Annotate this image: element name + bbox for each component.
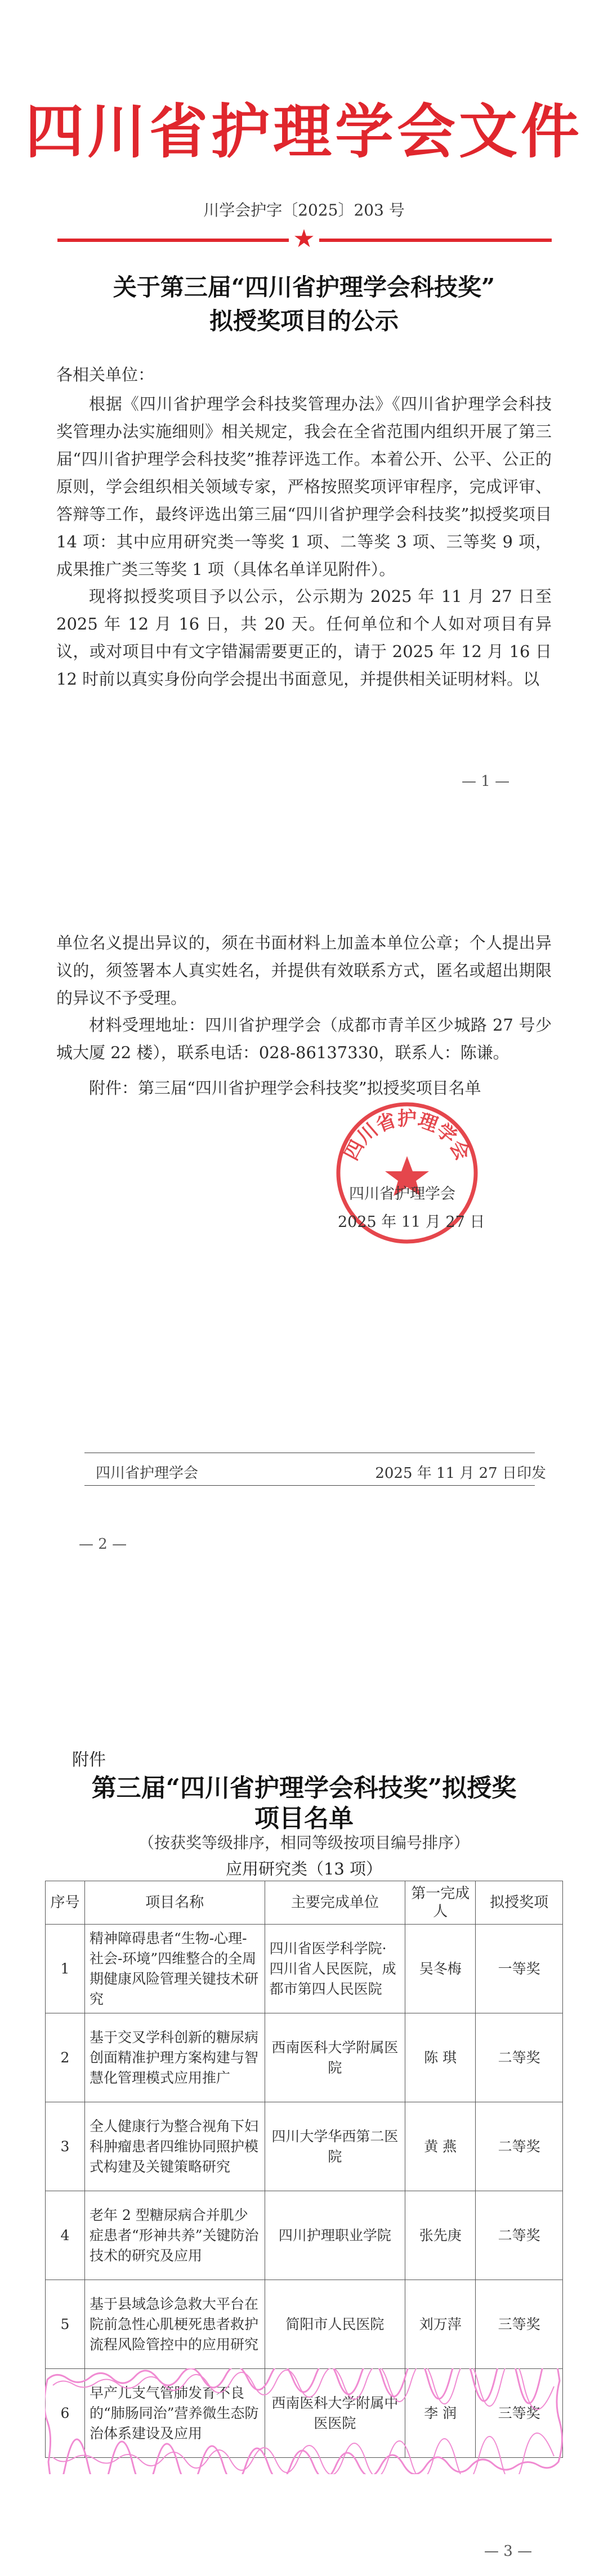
paragraph-4: 材料受理地址：四川省护理学会（成都市青羊区少城路 27 号少城大厦 22 楼），联系电话：028-86137330，联系人：陈谦。 [56, 1015, 552, 1062]
row-project-name: 精神障碍患者“生物-心理-社会-环境”四维整合的全周期健康风险管理关键技术研究 [84, 1925, 265, 2013]
print-info [96, 1462, 546, 1482]
row-award: 三等奖 [476, 2369, 563, 2458]
table-row [46, 2280, 563, 2369]
row-person: 陈 琪 [405, 2013, 476, 2102]
row-person: 刘万萍 [405, 2280, 476, 2369]
row-award: 三等奖 [476, 2280, 563, 2369]
svg-text:四川省护理学会 [340, 1108, 474, 1164]
row-project-name: 基于交叉学科创新的糖尿病创面精准护理方案构建与智慧化管理模式应用推广 [84, 2013, 265, 2102]
attachment-line: 附件：第三届“四川省护理学会科技奖”拟授奖项目名单 [89, 1078, 481, 1098]
notice-title-line2: 拟授奖项目的公示 [209, 307, 399, 335]
row-unit: 西南医科大学附属中医医院 [265, 2369, 405, 2458]
row-unit: 简阳市人民医院 [265, 2280, 405, 2369]
col-header-award: 拟授奖项 [476, 1881, 563, 1925]
row-person: 李 润 [405, 2369, 476, 2458]
row-person: 张先庚 [405, 2191, 476, 2280]
table-row [46, 2013, 563, 2102]
print-date: 2025 年 11 月 27 日印发 [375, 1465, 546, 1482]
table-header-row [46, 1881, 563, 1925]
paragraph-2: 现将拟授奖项目予以公示，公示期为 2025 年 11 月 27 日至 2025 年 12 月 16 日，共 20 天。任何单位和个人如对项目有异议，或对项目中有文字错漏需要更正的，请于 2025 年 12 月 16 日 12 时前以真实身份向学会提出书面意见，并提供相关证明材料。以 [56, 587, 552, 689]
print-divider-bottom [84, 1485, 535, 1486]
annex-title-line1: 第三届“四川省护理学会科技奖”拟授奖 [91, 1774, 517, 1802]
row-person: 吴冬梅 [405, 1925, 476, 2013]
col-header-no: 序号 [46, 1881, 85, 1925]
star-icon: ★ [289, 224, 319, 254]
table-row [46, 1925, 563, 2013]
row-award: 二等奖 [476, 2013, 563, 2102]
row-no: 1 [46, 1925, 85, 2013]
table-row [46, 2191, 563, 2280]
row-award: 一等奖 [476, 1925, 563, 2013]
page-number-3: — 3 — [484, 2543, 533, 2560]
row-person: 黄 燕 [405, 2102, 476, 2191]
row-unit: 西南医科大学附属医院 [265, 2013, 405, 2102]
print-organization: 四川省护理学会 [96, 1465, 199, 1482]
row-unit: 四川大学华西第二医院 [265, 2102, 405, 2191]
sort-note: （按获奖等级排序，相同等级按项目编号排序） [138, 1833, 470, 1852]
row-no: 4 [46, 2191, 85, 2280]
row-award: 二等奖 [476, 2102, 563, 2191]
col-header-person: 第一完成人 [405, 1881, 476, 1925]
row-unit: 四川护理职业学院 [265, 2191, 405, 2280]
document-number: 川学会护字〔2025〕203 号 [203, 201, 405, 219]
salutation: 各相关单位： [56, 365, 155, 384]
row-award: 二等奖 [476, 2191, 563, 2280]
row-project-name: 全人健康行为整合视角下妇科肿瘤患者四维协同照护模式构建及关键策略研究 [84, 2102, 265, 2191]
highlight-scribble [45, 2368, 563, 2474]
annex-tag: 附件 [72, 1750, 106, 1770]
page-number-1: — 1 — [462, 773, 510, 790]
row-project-name: 老年 2 型糖尿病合并肌少症患者“形神共养”关键防治技术的研究及应用 [84, 2191, 265, 2280]
col-header-unit: 主要完成单位 [265, 1881, 405, 1925]
masthead-title: 四川省护理学会文件 [25, 97, 583, 166]
row-no: 2 [46, 2013, 85, 2102]
row-no: 3 [46, 2102, 85, 2191]
paragraph-1: 根据《四川省护理学会科技奖管理办法》《四川省护理学会科技奖管理办法实施细则》相关规定，我会在全省范围内组织开展了第三届“四川省护理学会科技奖”推荐评选工作。本着公开、公平、公正的原则，学会组织相关领域专家，严格按照奖项评审程序，完成评审、答辩等工作，最终评选出第三届“四川省护理学会科技奖”拟授奖项目 14 项：其中应用研究类一等奖 1 项、二等奖 3 项、三等奖 9 项，成果推广类三等奖 1 项（具体名单详见附件）。 [56, 394, 552, 579]
row-no: 5 [46, 2280, 85, 2369]
category-label: 应用研究类（13 项） [225, 1859, 383, 1878]
annex-title-line2: 项目名单 [254, 1804, 354, 1833]
row-project-name: 早产儿支气管肺发育不良的“肺肠同治”营养微生态防治体系建设及应用 [84, 2369, 265, 2458]
sign-date: 2025 年 11 月 27 日 [338, 1213, 485, 1231]
seal-text: 四川省护理学会 [340, 1108, 474, 1165]
page-number-2: — 2 — [79, 1536, 127, 1553]
row-no: 6 [46, 2369, 85, 2458]
row-project-name: 基于县域急诊急救大平台在院前急性心肌梗死患者救护流程风险管控中的应用研究 [84, 2280, 265, 2369]
notice-title-line1: 关于第三届“四川省护理学会科技奖” [113, 273, 495, 301]
col-header-name: 项目名称 [84, 1881, 265, 1925]
sign-organization: 四川省护理学会 [349, 1185, 455, 1203]
paragraph-3: 单位名义提出异议的，须在书面材料上加盖本单位公章；个人提出异议的，须签署本人真实姓名，并提供有效联系方式，匿名或超出期限的异议不予受理。 [56, 933, 552, 1008]
row-unit: 四川省医学科学院·四川省人民医院，成都市第四人民医院 [265, 1925, 405, 2013]
table-row [46, 2102, 563, 2191]
